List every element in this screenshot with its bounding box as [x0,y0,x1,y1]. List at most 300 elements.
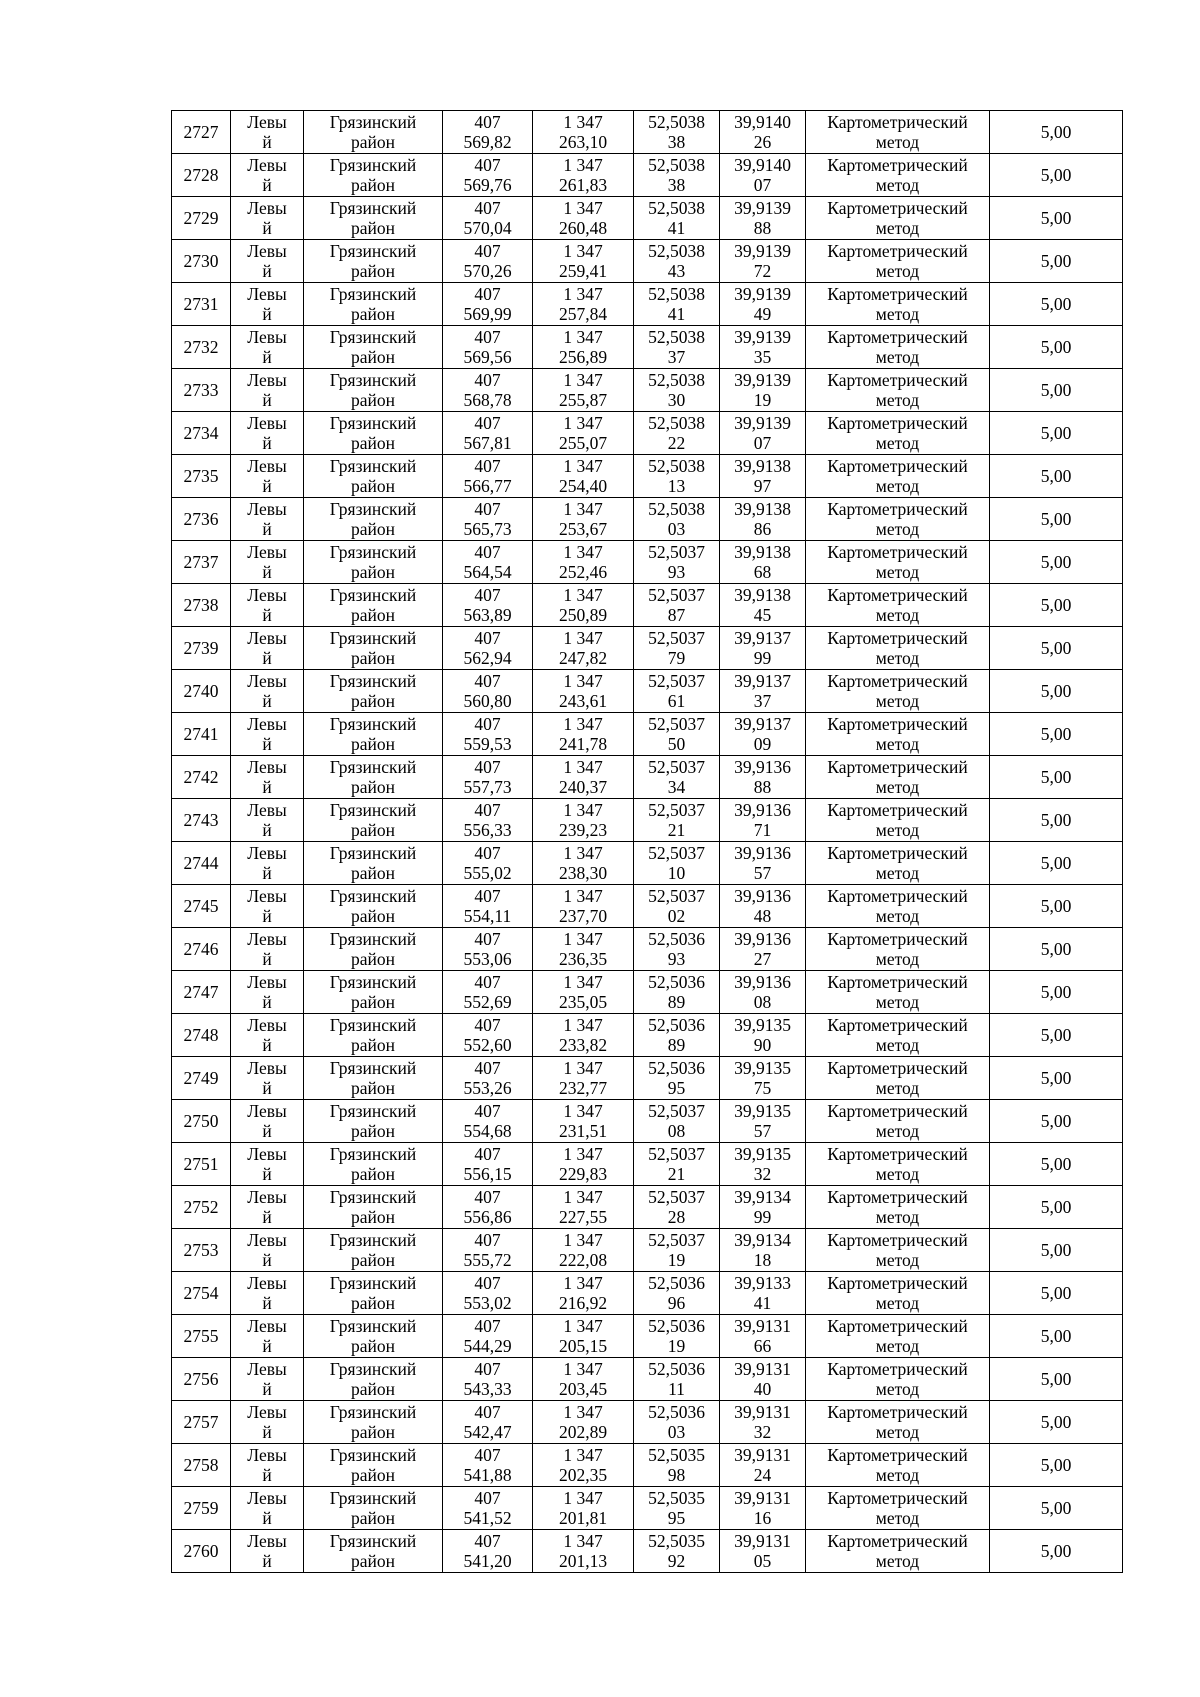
coord-y-cell-line: 1 347 [563,1402,603,1422]
longitude-cell [720,1057,806,1100]
coord-x-cell-line: 569,99 [463,304,512,324]
point-number-cell: 2730 [172,240,231,283]
coord-x-cell-line: 407 [474,499,501,519]
table-row [172,1100,1123,1143]
latitude-cell [634,799,720,842]
bank-side-cell-line: Левы [247,972,287,992]
longitude-cell-line: 35 [753,347,772,367]
latitude-cell-line: 95 [667,1078,686,1098]
method-cell [806,1401,990,1444]
coord-y-cell-line: 233,82 [558,1035,608,1055]
bank-side-cell-line: й [262,1293,272,1313]
latitude-cell-line: 52,5038 [648,413,705,433]
bank-side-cell-line: Левы [247,499,287,519]
latitude-cell-line: 22 [667,433,686,453]
longitude-cell-line: 75 [753,1078,772,1098]
district-cell-line: Грязинский [329,1359,417,1379]
method-cell-line: метод [875,1508,920,1528]
district-cell-line: Грязинский [329,757,417,777]
longitude-cell-line: 39,9131 [734,1445,791,1465]
latitude-cell-line: 52,5038 [648,370,705,390]
method-cell-line: Картометрический [827,671,968,691]
bank-side-cell-line: й [262,777,272,797]
bank-side-cell-line: й [262,132,272,152]
district-cell [304,1487,443,1530]
longitude-cell-line: 39,9138 [734,499,791,519]
district-cell-line: район [351,820,395,840]
method-cell-line: метод [875,992,920,1012]
latitude-cell-line: 52,5036 [648,1359,705,1379]
longitude-cell-line: 39,9135 [734,1015,791,1035]
point-number-cell: 2753 [172,1229,231,1272]
point-number-cell: 2745 [172,885,231,928]
bank-side-cell-line: й [262,347,272,367]
bank-side-cell-line: й [262,1336,272,1356]
coord-x-cell [443,1401,533,1444]
point-number-cell: 2733 [172,369,231,412]
point-number-cell: 2760 [172,1530,231,1573]
latitude-cell-line: 30 [667,390,686,410]
method-cell [806,1530,990,1573]
coord-y-cell-line: 261,83 [558,175,608,195]
latitude-cell-line: 52,5036 [648,1015,705,1035]
longitude-cell-line: 39,9131 [734,1359,791,1379]
method-cell [806,971,990,1014]
method-cell-line: метод [875,949,920,969]
coord-y-cell [533,541,634,584]
latitude-cell [634,1315,720,1358]
latitude-cell-line: 98 [667,1465,686,1485]
district-cell [304,1143,443,1186]
longitude-cell [720,885,806,928]
method-cell-line: метод [875,906,920,926]
bank-side-cell [231,369,304,412]
bank-side-cell-line: й [262,820,272,840]
method-cell [806,412,990,455]
coord-x-cell-line: 407 [474,413,501,433]
longitude-cell-line: 39,9140 [734,112,791,132]
district-cell-line: Грязинский [329,327,417,347]
longitude-cell-line: 39,9138 [734,542,791,562]
method-cell-line: метод [875,777,920,797]
coord-y-cell [533,928,634,971]
point-number-cell: 2729 [172,197,231,240]
method-cell-line: Картометрический [827,1316,968,1336]
method-cell-line: Картометрический [827,413,968,433]
coord-y-cell [533,455,634,498]
coord-x-cell-line: 407 [474,1316,501,1336]
accuracy-cell: 5,00 [990,928,1123,971]
coord-x-cell [443,670,533,713]
coord-x-cell-line: 559,53 [463,734,512,754]
coord-y-cell [533,713,634,756]
district-cell-line: Грязинский [329,112,417,132]
bank-side-cell-line: Левы [247,628,287,648]
coord-x-cell-line: 557,73 [463,777,512,797]
coord-y-cell-line: 255,87 [558,390,608,410]
latitude-cell-line: 52,5037 [648,1230,705,1250]
longitude-cell [720,1143,806,1186]
table-row [172,713,1123,756]
method-cell-line: метод [875,1551,920,1571]
latitude-cell [634,1057,720,1100]
coord-y-cell-line: 1 347 [563,284,603,304]
method-cell [806,756,990,799]
coord-x-cell-line: 407 [474,929,501,949]
method-cell [806,541,990,584]
longitude-cell [720,1487,806,1530]
coord-y-cell-line: 202,35 [558,1465,608,1485]
district-cell [304,240,443,283]
point-number-cell: 2750 [172,1100,231,1143]
coord-x-cell [443,584,533,627]
district-cell-line: Грязинский [329,413,417,433]
method-cell [806,197,990,240]
bank-side-cell-line: й [262,1121,272,1141]
coord-x-cell-line: 556,33 [463,820,512,840]
longitude-cell-line: 39,9136 [734,886,791,906]
district-cell [304,584,443,627]
longitude-cell-line: 39,9139 [734,327,791,347]
coord-x-cell [443,240,533,283]
coord-y-cell [533,627,634,670]
coord-y-cell-line: 236,35 [558,949,608,969]
district-cell [304,1100,443,1143]
longitude-cell-line: 39,9139 [734,198,791,218]
district-cell-line: район [351,562,395,582]
longitude-cell-line: 39,9131 [734,1488,791,1508]
longitude-cell-line: 08 [753,992,772,1012]
method-cell [806,111,990,154]
longitude-cell-line: 41 [753,1293,772,1313]
accuracy-cell: 5,00 [990,842,1123,885]
coord-y-cell-line: 202,89 [558,1422,608,1442]
method-cell [806,627,990,670]
table-row [172,154,1123,197]
coord-y-cell-line: 1 347 [563,1230,603,1250]
longitude-cell [720,412,806,455]
method-cell-line: метод [875,347,920,367]
coord-y-cell-line: 235,05 [558,992,608,1012]
latitude-cell-line: 52,5035 [648,1531,705,1551]
district-cell [304,627,443,670]
longitude-cell-line: 40 [753,1379,772,1399]
latitude-cell-line: 52,5036 [648,972,705,992]
method-cell-line: метод [875,820,920,840]
coord-x-cell-line: 407 [474,843,501,863]
method-cell-line: метод [875,175,920,195]
district-cell-line: район [351,1207,395,1227]
coord-y-cell [533,1014,634,1057]
coord-x-cell [443,842,533,885]
bank-side-cell-line: й [262,175,272,195]
method-cell [806,842,990,885]
bank-side-cell-line: Левы [247,456,287,476]
coord-x-cell [443,1143,533,1186]
table-row [172,756,1123,799]
district-cell [304,756,443,799]
coord-y-cell-line: 254,40 [558,476,608,496]
coord-y-cell-line: 222,08 [558,1250,608,1270]
bank-side-cell [231,1401,304,1444]
bank-side-cell-line: й [262,1035,272,1055]
method-cell-line: Картометрический [827,1488,968,1508]
longitude-cell [720,584,806,627]
method-cell-line: Картометрический [827,1273,968,1293]
bank-side-cell-line: й [262,218,272,238]
district-cell-line: район [351,1508,395,1528]
coord-x-cell [443,1014,533,1057]
method-cell [806,154,990,197]
longitude-cell [720,713,806,756]
coord-x-cell-line: 407 [474,1015,501,1035]
method-cell-line: метод [875,691,920,711]
bank-side-cell-line: й [262,476,272,496]
method-cell-line: Картометрический [827,284,968,304]
longitude-cell [720,111,806,154]
longitude-cell-line: 66 [753,1336,772,1356]
latitude-cell [634,455,720,498]
district-cell [304,971,443,1014]
coord-y-cell-line: 263,10 [558,132,608,152]
bank-side-cell-line: й [262,1078,272,1098]
district-cell-line: район [351,1336,395,1356]
longitude-cell-line: 88 [753,218,772,238]
accuracy-cell: 5,00 [990,971,1123,1014]
latitude-cell-line: 52,5038 [648,198,705,218]
latitude-cell-line: 03 [667,1422,686,1442]
district-cell-line: Грязинский [329,499,417,519]
coord-y-cell [533,1272,634,1315]
latitude-cell [634,971,720,1014]
bank-side-cell [231,756,304,799]
district-cell-line: район [351,433,395,453]
accuracy-cell: 5,00 [990,197,1123,240]
coord-x-cell [443,1272,533,1315]
coord-y-cell-line: 1 347 [563,1488,603,1508]
coord-x-cell [443,1100,533,1143]
latitude-cell-line: 52,5037 [648,757,705,777]
district-cell-line: Грязинский [329,1488,417,1508]
coord-x-cell [443,1186,533,1229]
coord-y-cell-line: 1 347 [563,112,603,132]
coord-y-cell-line: 253,67 [558,519,608,539]
method-cell [806,326,990,369]
district-cell [304,154,443,197]
table-row [172,1401,1123,1444]
longitude-cell-line: 39,9135 [734,1101,791,1121]
method-cell-line: Картометрический [827,327,968,347]
method-cell-line: Картометрический [827,972,968,992]
longitude-cell-line: 86 [753,519,772,539]
district-cell-line: Грязинский [329,1402,417,1422]
point-number-cell: 2731 [172,283,231,326]
coord-x-cell [443,455,533,498]
method-cell-line: Картометрический [827,800,968,820]
latitude-cell-line: 52,5037 [648,1101,705,1121]
coord-y-cell-line: 252,46 [558,562,608,582]
bank-side-cell-line: Левы [247,1015,287,1035]
table-row [172,1057,1123,1100]
district-cell [304,197,443,240]
latitude-cell-line: 52,5038 [648,112,705,132]
bank-side-cell [231,670,304,713]
bank-side-cell-line: Левы [247,198,287,218]
latitude-cell-line: 89 [667,992,686,1012]
latitude-cell-line: 95 [667,1508,686,1528]
coord-x-cell-line: 569,56 [463,347,512,367]
coord-y-cell-line: 247,82 [558,648,608,668]
district-cell [304,455,443,498]
coord-x-cell-line: 407 [474,886,501,906]
latitude-cell [634,111,720,154]
coord-y-cell-line: 1 347 [563,843,603,863]
latitude-cell-line: 93 [667,949,686,969]
coord-y-cell-line: 1 347 [563,1316,603,1336]
district-cell [304,842,443,885]
accuracy-cell: 5,00 [990,1272,1123,1315]
latitude-cell-line: 52,5035 [648,1488,705,1508]
district-cell-line: район [351,1078,395,1098]
coord-x-cell-line: 553,02 [463,1293,512,1313]
district-cell-line: район [351,261,395,281]
latitude-cell-line: 52,5036 [648,1316,705,1336]
longitude-cell [720,197,806,240]
bank-side-cell-line: Левы [247,1058,287,1078]
district-cell [304,1186,443,1229]
coord-y-cell-line: 1 347 [563,241,603,261]
longitude-cell-line: 99 [753,1207,772,1227]
coord-y-cell [533,412,634,455]
longitude-cell-line: 71 [753,820,772,840]
method-cell-line: Картометрический [827,241,968,261]
coord-x-cell [443,713,533,756]
longitude-cell-line: 07 [753,175,772,195]
district-cell-line: район [351,992,395,1012]
district-cell-line: Грязинский [329,370,417,390]
method-cell-line: Картометрический [827,1402,968,1422]
coord-x-cell-line: 407 [474,542,501,562]
table-row [172,885,1123,928]
coord-y-cell-line: 260,48 [558,218,608,238]
method-cell-line: метод [875,1293,920,1313]
accuracy-cell: 5,00 [990,283,1123,326]
method-cell [806,928,990,971]
latitude-cell-line: 52,5037 [648,714,705,734]
latitude-cell-line: 96 [667,1293,686,1313]
district-cell-line: Грязинский [329,800,417,820]
latitude-cell [634,1014,720,1057]
point-number-cell: 2759 [172,1487,231,1530]
coord-x-cell-line: 407 [474,1445,501,1465]
method-cell [806,1487,990,1530]
accuracy-cell: 5,00 [990,756,1123,799]
coord-x-cell-line: 543,33 [463,1379,512,1399]
coord-x-cell [443,1229,533,1272]
method-cell [806,1100,990,1143]
accuracy-cell: 5,00 [990,1057,1123,1100]
bank-side-cell-line: Левы [247,929,287,949]
point-number-cell: 2754 [172,1272,231,1315]
latitude-cell-line: 52,5035 [648,1445,705,1465]
method-cell-line: метод [875,390,920,410]
accuracy-cell: 5,00 [990,1358,1123,1401]
coord-x-cell [443,1315,533,1358]
bank-side-cell-line: Левы [247,413,287,433]
district-cell [304,799,443,842]
table-row [172,1487,1123,1530]
latitude-cell-line: 52,5038 [648,284,705,304]
district-cell-line: район [351,347,395,367]
coord-x-cell-line: 544,29 [463,1336,512,1356]
method-cell-line: метод [875,1379,920,1399]
longitude-cell-line: 39,9134 [734,1230,791,1250]
longitude-cell-line: 18 [753,1250,772,1270]
latitude-cell [634,498,720,541]
coord-y-cell [533,1358,634,1401]
method-cell-line: метод [875,1422,920,1442]
latitude-cell [634,412,720,455]
coord-x-cell-line: 407 [474,1273,501,1293]
bank-side-cell [231,627,304,670]
latitude-cell-line: 37 [667,347,686,367]
method-cell-line: Картометрический [827,585,968,605]
table-row [172,412,1123,455]
point-number-cell: 2748 [172,1014,231,1057]
bank-side-cell-line: Левы [247,542,287,562]
coord-x-cell-line: 560,80 [463,691,512,711]
bank-side-cell [231,885,304,928]
latitude-cell-line: 03 [667,519,686,539]
latitude-cell-line: 52,5038 [648,241,705,261]
method-cell-line: метод [875,1207,920,1227]
method-cell-line: метод [875,734,920,754]
district-cell [304,1229,443,1272]
coord-x-cell-line: 555,02 [463,863,512,883]
coord-y-cell-line: 1 347 [563,542,603,562]
district-cell-line: Грязинский [329,456,417,476]
longitude-cell [720,670,806,713]
district-cell-line: район [351,1164,395,1184]
coord-y-cell-line: 241,78 [558,734,608,754]
longitude-cell-line: 32 [753,1422,772,1442]
longitude-cell-line: 39,9139 [734,241,791,261]
latitude-cell [634,283,720,326]
accuracy-cell: 5,00 [990,1100,1123,1143]
latitude-cell-line: 21 [667,820,686,840]
method-cell-line: Картометрический [827,370,968,390]
point-number-cell: 2743 [172,799,231,842]
table-row [172,1229,1123,1272]
latitude-cell [634,584,720,627]
coord-y-cell-line: 256,89 [558,347,608,367]
longitude-cell-line: 39,9133 [734,1273,791,1293]
coord-y-cell-line: 232,77 [558,1078,608,1098]
longitude-cell-line: 39,9140 [734,155,791,175]
district-cell-line: район [351,691,395,711]
coord-y-cell-line: 229,83 [558,1164,608,1184]
latitude-cell-line: 28 [667,1207,686,1227]
latitude-cell-line: 52,5037 [648,1144,705,1164]
method-cell-line: метод [875,476,920,496]
coord-y-cell-line: 1 347 [563,886,603,906]
coord-y-cell-line: 1 347 [563,671,603,691]
accuracy-cell: 5,00 [990,326,1123,369]
bank-side-cell-line: й [262,261,272,281]
coord-y-cell-line: 201,81 [558,1508,608,1528]
coord-y-cell-line: 1 347 [563,757,603,777]
method-cell-line: Картометрический [827,1445,968,1465]
